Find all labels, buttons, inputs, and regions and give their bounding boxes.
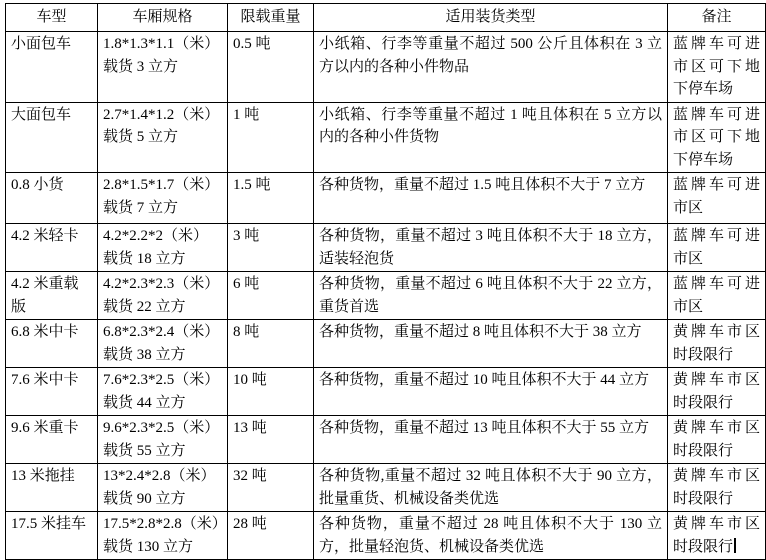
cargo-type-cell: 各种货物，重量不超过 3 吨且体积不大于 18 立方，适装轻泡货 <box>314 224 668 272</box>
table-row <box>6 224 766 272</box>
spec-volume: 载货 22 立方 <box>103 298 186 315</box>
spec-cell <box>98 173 228 224</box>
column-header-vehicle-type: 车型 <box>6 4 98 32</box>
note-cell: 黄牌车市区时段限行 <box>668 368 766 416</box>
table-row <box>6 512 766 560</box>
load-limit-cell: 8 吨 <box>228 320 314 368</box>
load-limit-cell: 28 吨 <box>228 512 314 560</box>
spec-cell <box>98 464 228 512</box>
text-cursor <box>734 538 736 553</box>
load-limit-cell: 3 吨 <box>228 224 314 272</box>
note-cell: 黄牌车市区时段限行 <box>668 416 766 464</box>
table-row <box>6 272 766 320</box>
cargo-type-cell: 小纸箱、行李等重量不超过 500 公斤且体积在 3 立方以内的各种小件物品 <box>314 32 668 103</box>
spec-dimensions: 7.6*2.3*2.5（米） <box>103 372 220 388</box>
cargo-type-cell: 各种货物，重量不超过 1.5 吨且体积不大于 7 立方 <box>314 173 668 224</box>
spec-cell <box>98 272 228 320</box>
table-border-tick <box>5 3 6 8</box>
note-cell: 蓝牌车可进市区 <box>668 272 766 320</box>
load-limit-cell: 1 吨 <box>228 102 314 173</box>
spec-volume: 载货 130 立方 <box>103 538 194 555</box>
spec-volume: 载货 3 立方 <box>103 58 179 75</box>
table-row <box>6 173 766 224</box>
spec-dimensions: 9.6*2.3*2.5（米） <box>103 420 220 436</box>
note-cell: 黄牌车市区时段限行 <box>668 512 766 560</box>
column-header-cargo-type: 适用装货类型 <box>314 4 668 32</box>
spec-volume: 载货 18 立方 <box>103 250 186 267</box>
vehicle-type-cell: 小面包车 <box>6 32 98 103</box>
note-cell: 蓝牌车可进市区可下地下停车场 <box>668 102 766 173</box>
spec-volume: 载货 44 立方 <box>103 394 186 411</box>
load-limit-cell: 10 吨 <box>228 368 314 416</box>
spec-dimensions: 2.8*1.5*1.7（米） <box>103 177 220 193</box>
spec-volume: 载货 5 立方 <box>103 129 179 145</box>
vehicle-type-cell: 7.6 米中卡 <box>6 368 98 416</box>
vehicle-type-cell: 13 米拖挂 <box>6 464 98 512</box>
cargo-type-cell: 各种货物，重量不超过 28 吨且体积不大于 130 立方，批量轻泡货、机械设备类优选 <box>314 512 668 560</box>
cargo-type-cell: 小纸箱、行李等重量不超过 1 吨且体积在 5 立方以内的各种小件货物 <box>314 102 668 173</box>
cargo-type-cell: 各种货物，重量不超过 10 吨且体积不大于 44 立方 <box>314 368 668 416</box>
note-cell: 黄牌车市区时段限行 <box>668 320 766 368</box>
spec-volume: 载货 38 立方 <box>103 346 186 363</box>
cargo-type-cell: 各种货物，重量不超过 8 吨且体积不大于 38 立方 <box>314 320 668 368</box>
load-limit-cell: 6 吨 <box>228 272 314 320</box>
table-row <box>6 416 766 464</box>
table-row <box>6 320 766 368</box>
table-row <box>6 464 766 512</box>
column-header-load-limit: 限载重量 <box>228 4 314 32</box>
table-row <box>6 32 766 103</box>
note-cell: 蓝牌车可进市区可下地下停车场 <box>668 32 766 103</box>
table-row <box>6 102 766 173</box>
vehicle-type-cell: 4.2 米轻卡 <box>6 224 98 272</box>
vehicle-type-cell: 6.8 米中卡 <box>6 320 98 368</box>
vehicle-type-cell: 17.5 米挂车 <box>6 512 98 560</box>
note-cell: 黄牌车市区时段限行 <box>668 464 766 512</box>
spec-dimensions: 13*2.4*2.8（米） <box>103 468 216 484</box>
spec-cell <box>98 224 228 272</box>
cargo-type-cell: 各种货物，重量不超过 6 吨且体积不大于 22 立方，重货首选 <box>314 272 668 320</box>
cargo-type-cell: 各种货物，重量不超过 13 吨且体积不大于 55 立方 <box>314 416 668 464</box>
vehicle-cargo-table <box>5 3 766 560</box>
spec-volume: 载货 55 立方 <box>103 442 186 459</box>
load-limit-cell: 32 吨 <box>228 464 314 512</box>
spec-volume: 载货 7 立方 <box>103 199 179 216</box>
column-header-note: 备注 <box>668 4 766 32</box>
column-header-spec: 车厢规格 <box>98 4 228 32</box>
spec-cell <box>98 32 228 103</box>
note-cell: 蓝牌车可进市区 <box>668 173 766 224</box>
spec-volume: 载货 90 立方 <box>103 490 186 507</box>
spec-dimensions: 4.2*2.3*2.3（米） <box>103 276 220 292</box>
spec-cell <box>98 368 228 416</box>
vehicle-type-cell: 9.6 米重卡 <box>6 416 98 464</box>
table-header-row <box>6 4 766 32</box>
cargo-type-cell: 各种货物,重量不超过 32 吨且体积不大于 90 立方，批量重货、机械设备类优选 <box>314 464 668 512</box>
spec-cell <box>98 320 228 368</box>
spec-dimensions: 6.8*2.3*2.4（米） <box>103 324 220 340</box>
vehicle-type-cell: 大面包车 <box>6 102 98 173</box>
spec-dimensions: 2.7*1.4*1.2（米） <box>103 106 220 123</box>
load-limit-cell: 1.5 吨 <box>228 173 314 224</box>
spec-cell <box>98 416 228 464</box>
spec-dimensions: 4.2*2.2*2（米） <box>103 228 209 244</box>
table-row <box>6 368 766 416</box>
spec-dimensions: 17.5*2.8*2.8（米） <box>103 516 227 532</box>
load-limit-cell: 0.5 吨 <box>228 32 314 103</box>
load-limit-cell: 13 吨 <box>228 416 314 464</box>
vehicle-type-cell: 4.2 米重载版 <box>6 272 98 320</box>
vehicle-type-cell: 0.8 小货 <box>6 173 98 224</box>
spec-cell <box>98 512 228 560</box>
spec-dimensions: 1.8*1.3*1.1（米） <box>103 36 220 52</box>
spec-cell <box>98 102 228 173</box>
note-cell: 蓝牌车可进市区 <box>668 224 766 272</box>
